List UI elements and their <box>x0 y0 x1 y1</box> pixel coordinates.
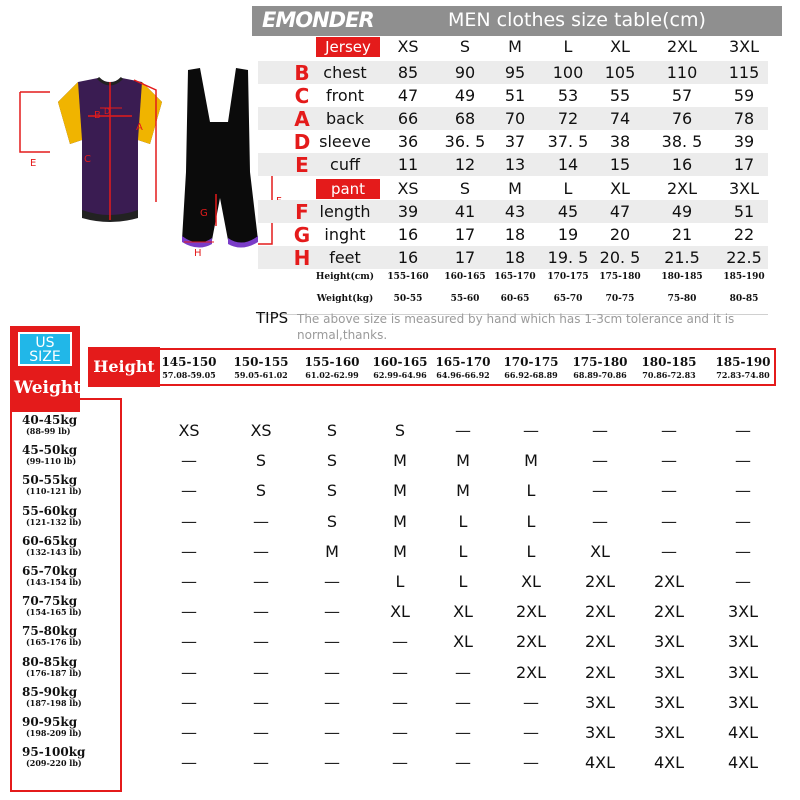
weight-kg: 70-75kg <box>22 594 78 609</box>
diagram-letter-e: E <box>30 158 37 169</box>
size-cell: — <box>253 723 269 742</box>
size-cell: 3XL <box>727 692 759 712</box>
measure-value: 20. 5 <box>599 248 641 267</box>
measure-value: 39 <box>733 132 755 151</box>
measure-letter: C <box>294 84 310 108</box>
jersey-size-header: XS <box>397 37 419 56</box>
measure-value: 18 <box>504 225 526 244</box>
weight-lb: (165-176 lb) <box>26 637 82 648</box>
size-cell: S <box>326 511 338 531</box>
weight-row-header <box>22 505 118 527</box>
size-cell: — <box>661 541 677 561</box>
body-row-value: 160-165 <box>444 272 486 282</box>
height-inches: 66.92-68.89 <box>504 370 558 380</box>
size-cell: L <box>526 511 536 531</box>
diagram-letter-b: B <box>94 110 101 121</box>
measure-value: 22.5 <box>726 248 762 267</box>
measure-value: 47 <box>609 202 631 221</box>
measure-value: 76 <box>671 109 693 128</box>
measure-value: 59 <box>733 86 755 105</box>
weight-row-header <box>22 414 118 436</box>
measure-letter: G <box>293 223 311 247</box>
weight-lb: (99-110 lb) <box>26 456 77 467</box>
measure-value: 45 <box>557 202 579 221</box>
size-cell: 2XL <box>515 602 547 622</box>
size-cell: — <box>181 692 197 712</box>
pant-size-header: S <box>459 179 471 198</box>
height-inches: 68.89-70.86 <box>573 370 627 380</box>
us-size-label: US SIZE <box>18 332 72 366</box>
size-cell: XS <box>250 421 272 440</box>
body-row-value: 70-75 <box>605 294 635 304</box>
size-cell: — <box>735 541 751 561</box>
measure-value: 21 <box>671 225 693 244</box>
jersey-illustration <box>20 78 162 222</box>
size-cell: M <box>524 451 538 471</box>
height-column-header <box>566 355 634 381</box>
size-cell: — <box>181 602 197 622</box>
size-cell: 2XL <box>584 662 616 682</box>
measure-value: 12 <box>454 155 476 174</box>
size-cell: — <box>455 421 471 440</box>
weight-kg: 75-80kg <box>22 624 78 639</box>
measure-label: feet <box>329 248 361 267</box>
size-cell: M <box>325 541 339 561</box>
size-cell: S <box>326 451 338 471</box>
measure-value: 51 <box>733 202 755 221</box>
size-cell: — <box>253 632 269 652</box>
measure-value: 68 <box>454 109 476 128</box>
height-column-header <box>709 355 777 381</box>
measure-value: 14 <box>557 155 579 174</box>
body-row-value: 165-170 <box>494 272 536 282</box>
weight-row-header <box>22 565 118 587</box>
measure-label: back <box>325 109 365 128</box>
size-cell: — <box>455 662 471 682</box>
body-row-label: Weight(kg) <box>316 294 374 304</box>
weight-kg: 55-60kg <box>22 503 78 518</box>
size-cell: XL <box>453 602 473 622</box>
jersey-size-header: 3XL <box>728 37 760 56</box>
size-cell: — <box>181 723 197 742</box>
height-inches: 59.05-61.02 <box>234 370 288 380</box>
measure-label: cuff <box>330 155 360 174</box>
size-cell: M <box>393 481 407 501</box>
size-cell: L <box>458 572 468 591</box>
body-row-value: 60-65 <box>500 294 530 304</box>
measure-value: 15 <box>609 155 631 174</box>
size-cell: L <box>526 481 536 501</box>
size-cell: — <box>181 632 197 652</box>
measure-value: 16 <box>397 225 419 244</box>
size-cell: — <box>735 572 751 591</box>
weight-row-header <box>22 746 118 768</box>
size-cell: M <box>393 451 407 471</box>
size-cell: L <box>526 541 536 561</box>
size-cell: — <box>253 753 269 773</box>
weight-kg: 45-50kg <box>22 443 78 458</box>
size-cell: — <box>661 481 677 501</box>
height-cm: 155-160 <box>304 355 360 369</box>
size-cell: M <box>393 541 407 561</box>
measure-value: 47 <box>397 86 419 105</box>
height-cm: 145-150 <box>161 355 217 369</box>
size-cell: — <box>592 481 608 501</box>
pant-size-header: XS <box>397 179 419 198</box>
weight-lb: (121-132 lb) <box>26 516 82 527</box>
measure-label: inght <box>324 225 366 244</box>
body-row-value: 80-85 <box>729 294 759 304</box>
weight-row-header <box>22 686 118 708</box>
size-cell: XL <box>453 632 473 652</box>
jersey-size-header: 2XL <box>666 37 698 56</box>
measure-value: 95 <box>504 63 526 82</box>
pant-size-header: 3XL <box>728 179 760 198</box>
measure-value: 70 <box>504 109 526 128</box>
size-cell: — <box>181 662 197 682</box>
size-cell: 2XL <box>515 662 547 682</box>
measure-value: 37 <box>504 132 526 151</box>
size-cell: 3XL <box>653 632 685 652</box>
measure-value: 18 <box>504 248 526 267</box>
measure-label: sleeve <box>319 132 371 151</box>
weight-row-header <box>22 656 118 678</box>
measure-letter: H <box>293 246 311 270</box>
size-cell: — <box>324 602 340 622</box>
measure-value: 20 <box>609 225 631 244</box>
measure-letter: B <box>294 61 310 85</box>
measure-value: 41 <box>454 202 476 221</box>
measure-value: 13 <box>504 155 526 174</box>
weight-lb: (143-154 lb) <box>26 577 82 587</box>
size-cell: — <box>392 753 408 773</box>
size-cell: 4XL <box>653 753 685 773</box>
size-cell: — <box>324 723 340 742</box>
measure-letter: F <box>295 200 309 224</box>
measure-value: 85 <box>397 63 419 82</box>
size-cell: — <box>324 753 340 773</box>
measure-letter: A <box>294 107 310 131</box>
size-cell: — <box>181 511 197 531</box>
height-column-header <box>429 355 497 381</box>
size-cell: — <box>253 602 269 622</box>
jersey-size-header: L <box>563 37 573 56</box>
size-cell: — <box>181 481 197 501</box>
measure-value: 57 <box>671 86 693 105</box>
measure-label: chest <box>323 63 367 82</box>
body-row-value: 50-55 <box>393 294 423 304</box>
height-column-header <box>497 355 565 381</box>
diagram-letter-d: D <box>104 107 111 116</box>
size-cell: — <box>392 662 408 682</box>
height-column-header <box>155 355 223 381</box>
body-row-value: 175-180 <box>599 272 641 282</box>
body-row-value: 65-70 <box>553 294 583 304</box>
size-cell: — <box>523 421 539 440</box>
measure-value: 49 <box>671 202 693 221</box>
measure-value: 19 <box>557 225 579 244</box>
height-column-header <box>635 355 703 381</box>
measure-value: 43 <box>504 202 526 221</box>
height-inches: 72.83-74.80 <box>716 370 770 380</box>
size-cell: — <box>253 511 269 531</box>
size-cell: 4XL <box>727 723 759 742</box>
size-cell: — <box>392 723 408 742</box>
size-cell: 2XL <box>515 632 547 652</box>
size-cell: — <box>181 451 197 471</box>
size-cell: M <box>456 451 470 471</box>
size-cell: — <box>253 692 269 712</box>
weight-lb: (110-121 lb) <box>26 486 82 497</box>
jersey-size-header: XL <box>610 37 630 56</box>
weight-lb: (154-165 lb) <box>26 607 82 618</box>
weight-kg: 60-65kg <box>22 533 78 548</box>
size-cell: 2XL <box>653 602 685 622</box>
size-cell: — <box>523 753 539 773</box>
size-cell: — <box>735 511 751 531</box>
size-cell: 3XL <box>584 692 616 712</box>
height-cm: 185-190 <box>715 355 771 369</box>
measure-value: 21.5 <box>664 248 700 267</box>
size-cell: — <box>455 692 471 712</box>
size-cell: M <box>393 511 407 531</box>
height-inches: 61.02-62.99 <box>305 370 359 380</box>
size-cell: — <box>661 511 677 531</box>
size-cell: — <box>324 692 340 712</box>
size-cell: 3XL <box>727 602 759 622</box>
size-cell: — <box>181 541 197 561</box>
measure-value: 37. 5 <box>547 132 589 151</box>
size-cell: S <box>394 421 406 440</box>
size-cell: 3XL <box>653 723 685 742</box>
measure-value: 16 <box>397 248 419 267</box>
size-cell: — <box>181 753 197 773</box>
height-cm: 180-185 <box>641 355 697 369</box>
size-cell: S <box>255 481 267 501</box>
measure-value: 16 <box>671 155 693 174</box>
size-cell: — <box>661 451 677 471</box>
measure-value: 110 <box>666 63 698 82</box>
measure-letter: D <box>293 130 311 154</box>
size-cell: S <box>326 421 338 440</box>
weight-kg: 90-95kg <box>22 715 78 729</box>
measure-value: 22 <box>733 225 755 244</box>
size-cell: — <box>324 572 340 591</box>
garment-diagram <box>10 60 300 260</box>
measure-value: 55 <box>609 86 631 105</box>
body-row-value: 185-190 <box>723 272 765 282</box>
size-cell: 2XL <box>584 572 616 591</box>
tips-heading: TIPS <box>256 309 289 327</box>
measure-label: length <box>319 202 371 221</box>
size-cell: — <box>523 692 539 712</box>
jersey-size-header: M <box>508 37 522 56</box>
size-cell: M <box>456 481 470 501</box>
body-row-label: Height(cm) <box>315 272 375 282</box>
measure-value: 39 <box>397 202 419 221</box>
height-cm: 160-165 <box>372 355 428 369</box>
body-row-value: 155-160 <box>387 272 429 282</box>
size-cell: 3XL <box>653 692 685 712</box>
size-cell: — <box>455 723 471 742</box>
measure-value: 38 <box>609 132 631 151</box>
size-cell: — <box>253 572 269 591</box>
height-inches: 64.96-66.92 <box>436 370 490 380</box>
size-cell: — <box>455 753 471 773</box>
body-row-value: 75-80 <box>667 294 697 304</box>
size-cell: S <box>255 451 267 471</box>
size-cell: XS <box>178 421 200 440</box>
size-cell: — <box>592 451 608 471</box>
measure-value: 72 <box>557 109 579 128</box>
height-inches: 70.86-72.83 <box>642 370 696 380</box>
size-cell: — <box>181 572 197 591</box>
size-cell: 2XL <box>653 572 685 591</box>
body-row-value: 170-175 <box>547 272 589 282</box>
height-column-header <box>366 355 434 381</box>
measure-value: 78 <box>733 109 755 128</box>
size-cell: — <box>392 692 408 712</box>
measure-value: 17 <box>454 248 476 267</box>
size-cell: — <box>592 421 608 440</box>
measure-value: 105 <box>604 63 636 82</box>
measure-value: 19. 5 <box>547 248 589 267</box>
size-cell: — <box>592 511 608 531</box>
height-column-header <box>227 355 295 381</box>
size-cell: — <box>253 662 269 682</box>
weight-row-header <box>22 716 118 738</box>
size-cell: — <box>735 481 751 501</box>
pant-size-header: L <box>563 179 573 198</box>
size-cell: XL <box>590 541 610 561</box>
size-cell: 3XL <box>653 662 685 682</box>
weight-lb: (209-220 lb) <box>26 758 82 769</box>
measure-value: 115 <box>728 63 760 82</box>
height-inches: 62.99-64.96 <box>373 370 427 380</box>
weight-kg: 85-90kg <box>22 684 78 699</box>
measure-value: 36 <box>397 132 419 151</box>
size-cell: 2XL <box>584 602 616 622</box>
weight-lb: (198-209 lb) <box>26 728 82 738</box>
weight-row-header <box>22 444 118 466</box>
page-title: MEN clothes size table(cm) <box>448 9 706 31</box>
measure-letter: E <box>295 153 309 177</box>
weight-row-header <box>22 535 118 557</box>
pant-tag: pant <box>316 179 380 199</box>
diagram-letter-a: A <box>136 122 143 133</box>
measure-value: 49 <box>454 86 476 105</box>
weight-lb: (88-99 lb) <box>26 426 71 436</box>
diagram-letter-h: H <box>194 248 202 259</box>
size-cell: — <box>253 541 269 561</box>
height-cm: 165-170 <box>435 355 491 369</box>
diagram-letter-g: G <box>200 208 208 219</box>
size-cell: — <box>392 632 408 652</box>
weight-kg: 65-70kg <box>22 564 78 578</box>
pant-size-header: XL <box>610 179 630 198</box>
size-cell: 4XL <box>727 753 759 773</box>
weight-kg: 95-100kg <box>22 745 86 760</box>
weight-kg: 80-85kg <box>22 654 78 669</box>
size-cell: — <box>735 451 751 471</box>
weight-lb: (176-187 lb) <box>26 667 82 678</box>
weight-kg: 40-45kg <box>22 413 78 427</box>
measure-value: 36. 5 <box>444 132 486 151</box>
weight-kg: 50-55kg <box>22 473 78 488</box>
measure-value: 90 <box>454 63 476 82</box>
body-row-value: 55-60 <box>450 294 480 304</box>
size-cell: — <box>324 632 340 652</box>
weight-header: Weight <box>14 378 82 398</box>
weight-lb: (187-198 lb) <box>26 697 82 708</box>
pant-size-header: M <box>508 179 522 198</box>
size-cell: L <box>458 541 468 561</box>
size-cell: — <box>661 421 677 440</box>
body-row-value: 180-185 <box>661 272 703 282</box>
size-cell: 2XL <box>584 632 616 652</box>
height-cm: 170-175 <box>503 355 559 369</box>
size-cell: 4XL <box>584 753 616 773</box>
weight-row-header <box>22 474 118 496</box>
size-cell: 3XL <box>584 723 616 742</box>
measure-value: 66 <box>397 109 419 128</box>
brand-logo: EMONDER <box>262 8 374 32</box>
measure-label: front <box>325 86 365 105</box>
size-cell: XL <box>390 602 410 622</box>
jersey-size-header: S <box>459 37 471 56</box>
size-cell: 3XL <box>727 662 759 682</box>
size-cell: S <box>326 481 338 501</box>
height-column-header <box>298 355 366 381</box>
size-cell: XL <box>521 572 541 591</box>
measure-value: 53 <box>557 86 579 105</box>
jersey-tag: Jersey <box>316 37 380 57</box>
measure-value: 38. 5 <box>661 132 703 151</box>
size-cell: L <box>395 572 405 591</box>
measure-value: 100 <box>552 63 584 82</box>
height-header: Height <box>93 357 155 376</box>
tips-text: The above size is measured by hand which has 1-3cm tolerance and it is normal,thanks. <box>297 312 735 342</box>
measure-value: 74 <box>609 109 631 128</box>
measure-value: 17 <box>733 155 755 174</box>
weight-row-header <box>22 595 118 617</box>
weight-lb: (132-143 lb) <box>26 546 82 557</box>
measure-value: 51 <box>504 86 526 105</box>
size-cell: — <box>735 421 751 440</box>
size-cell: — <box>523 723 539 742</box>
height-inches: 57.08-59.05 <box>162 370 216 380</box>
pant-size-header: 2XL <box>666 179 698 198</box>
size-cell: L <box>458 511 468 531</box>
measure-value: 17 <box>454 225 476 244</box>
measure-value: 11 <box>397 155 419 174</box>
size-cell: 3XL <box>727 632 759 652</box>
diagram-letter-c: C <box>84 154 91 165</box>
weight-row-header <box>22 625 118 647</box>
height-cm: 175-180 <box>572 355 628 369</box>
size-cell: — <box>324 662 340 682</box>
height-cm: 150-155 <box>233 355 289 369</box>
